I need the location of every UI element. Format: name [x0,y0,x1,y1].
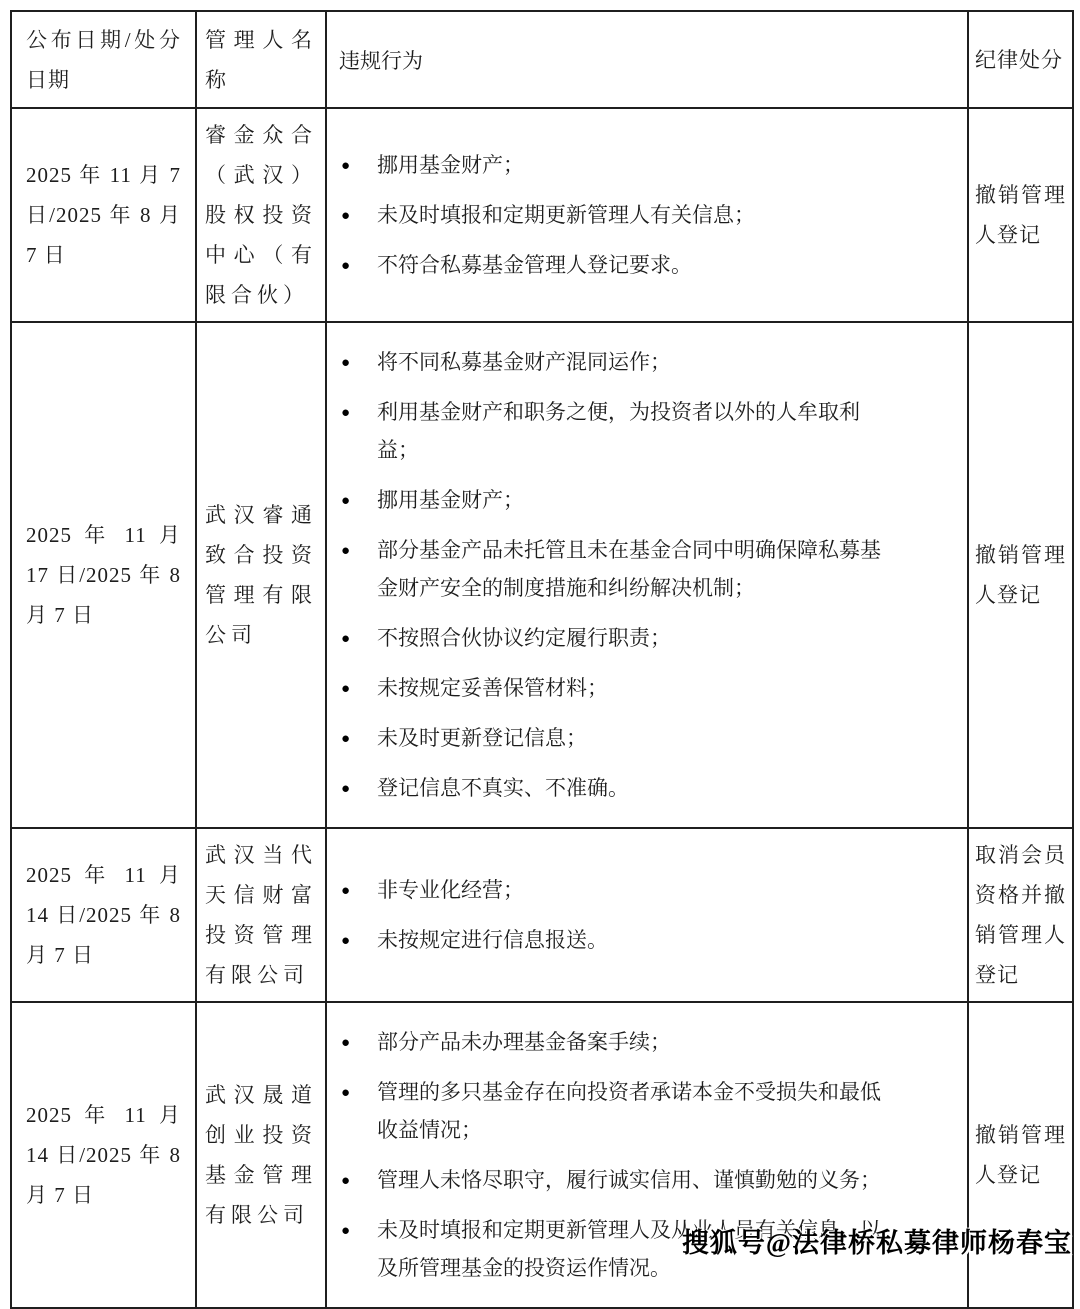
violation-text: 不按照合伙协议约定履行职责； [377,626,671,650]
header-date: 公布日期/处分日期 [11,11,196,108]
bullet-icon: ● [341,208,351,224]
date-cell: 2025 年 11 月 17 日/2025 年 8 月 7 日 [11,322,196,828]
bullet-icon: ● [341,355,351,371]
date-cell: 2025 年 11 月 14 日/2025 年 8 月 7 日 [11,1002,196,1308]
bullet-icon: ● [341,781,351,797]
violation-item [341,481,967,519]
bullet-icon: ● [341,883,351,899]
violation-text: 未及时填报和定期更新管理人有关信息； [377,203,755,227]
manager-cell: 睿金众合（武汉）股权投资中心（有限合伙） [196,108,326,322]
violation-text: 部分基金产品未托管且未在基金合同中明确保障私募基金财产安全的制度措施和纠纷解决机制； [377,538,881,600]
violation-item [341,146,967,184]
violation-text: 未按规定妥善保管材料； [377,676,608,700]
violations-list [327,871,967,959]
bullet-icon: ● [341,933,351,949]
violation-item [341,769,967,807]
manager-cell: 武汉当代天信财富投资管理有限公司 [196,828,326,1002]
bullet-icon: ● [341,258,351,274]
bullet-icon: ● [341,1223,351,1239]
bullet-icon: ● [341,1173,351,1189]
manager-cell: 武汉睿通致合投资管理有限公司 [196,322,326,828]
violation-item [341,619,967,657]
violation-text: 利用基金财产和职务之便，为投资者以外的人牟取利益； [377,400,860,462]
violation-item [341,246,967,284]
bullet-icon: ● [341,1085,351,1101]
violation-item [341,531,967,607]
violation-item [341,196,967,234]
violation-item [341,921,967,959]
date-cell: 2025 年 11 月 14 日/2025 年 8 月 7 日 [11,828,196,1002]
violation-text: 部分产品未办理基金备案手续； [377,1030,671,1054]
bullet-icon: ● [341,543,351,559]
violation-item [341,719,967,757]
punishment-cell: 撤销管理人登记 [968,322,1073,828]
violation-text: 挪用基金财产； [377,488,524,512]
violations-cell [326,322,968,828]
punishment-cell: 撤销管理人登记 [968,108,1073,322]
table-row [11,108,1073,322]
watermark: 搜狐号@法律桥私募律师杨春宝 [681,1228,1072,1258]
bullet-icon: ● [341,405,351,421]
violation-item [341,343,967,381]
violation-item [341,1073,967,1149]
header-manager: 管理人名称 [196,11,326,108]
discipline-table [10,10,1074,1309]
violation-text: 挪用基金财产； [377,153,524,177]
manager-cell: 武汉晟道创业投资基金管理有限公司 [196,1002,326,1308]
bullet-icon: ● [341,158,351,174]
bullet-icon: ● [341,681,351,697]
violation-item [341,1023,967,1061]
violations-list [327,146,967,284]
punishment-cell: 取消会员资格并撤销管理人登记 [968,828,1073,1002]
violations-list [327,343,967,807]
date-cell: 2025 年 11 月 7 日/2025 年 8 月 7 日 [11,108,196,322]
violation-item [341,1161,967,1199]
violation-text: 管理人未恪尽职守，履行诚实信用、谨慎勤勉的义务； [377,1168,881,1192]
punishment-cell: 撤销管理人登记 [968,1002,1073,1308]
header-punishment: 纪律处分 [968,11,1073,108]
header-violations: 违规行为 [326,11,968,108]
violation-item [341,393,967,469]
violation-text: 将不同私募基金财产混同运作； [377,350,671,374]
violation-text: 管理的多只基金存在向投资者承诺本金不受损失和最低收益情况； [377,1080,881,1142]
violation-item [341,871,967,909]
violation-text: 登记信息不真实、不准确。 [377,776,629,800]
violation-text: 未按规定进行信息报送。 [377,928,608,952]
violation-text: 非专业化经营； [377,878,524,902]
table-row [11,1002,1073,1308]
violation-item [341,669,967,707]
bullet-icon: ● [341,1035,351,1051]
bullet-icon: ● [341,731,351,747]
violation-text: 未及时更新登记信息； [377,726,587,750]
header-row [11,11,1073,108]
bullet-icon: ● [341,631,351,647]
bullet-icon: ● [341,493,351,509]
table-row [11,322,1073,828]
violations-cell [326,108,968,322]
violation-text: 未及时填报和定期更新管理人及从业人员有关信息，以及所管理基金的投资运作情况。 [377,1218,881,1280]
violations-cell [326,828,968,1002]
violation-text: 不符合私募基金管理人登记要求。 [377,253,692,277]
table-row [11,828,1073,1002]
document-sheet [10,10,1074,1309]
violations-cell [326,1002,968,1308]
